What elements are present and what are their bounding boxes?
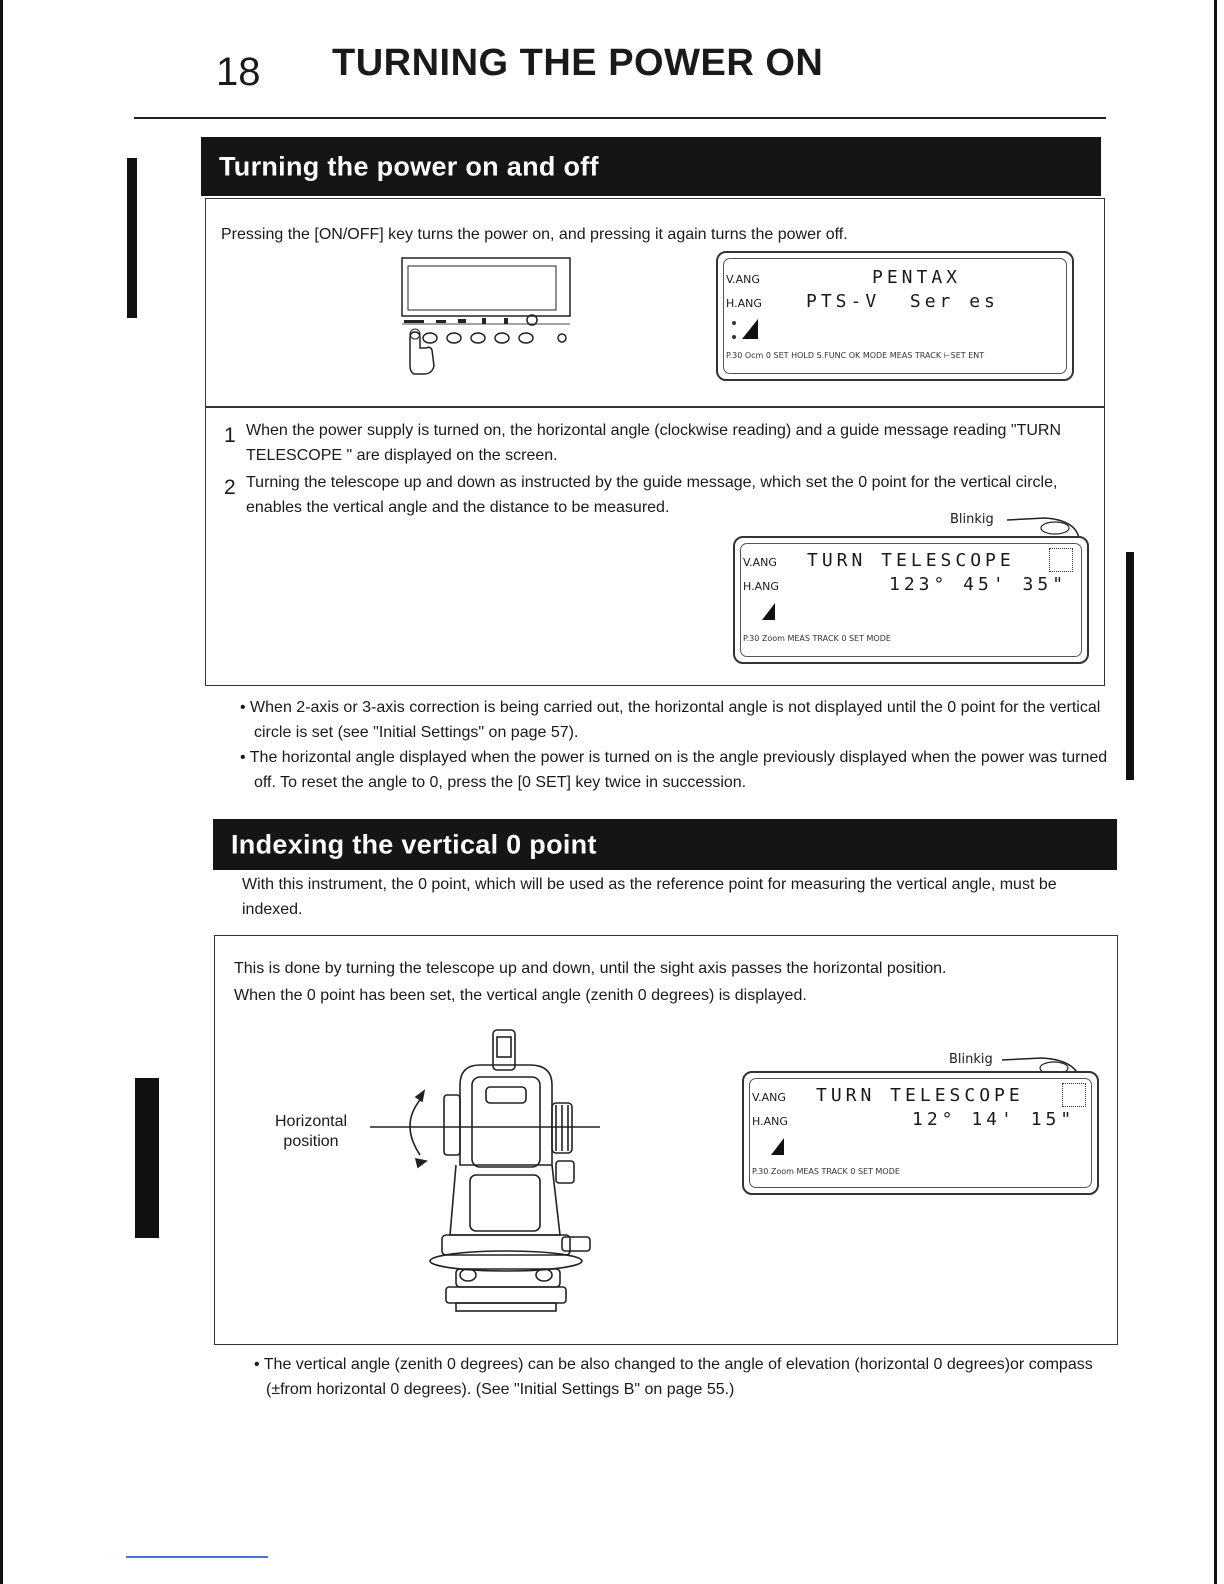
indexing-box-text-2: When the 0 point has been set, the vertical angle (zenith 0 degrees) is displayed. (234, 987, 807, 1004)
battery-level-icon (759, 600, 779, 622)
lcd-guide-message: TURN TELESCOPE (807, 550, 1015, 571)
indexing-box-text-1: This is done by turning the telescope up and down, until the sight axis passes the horizontal position. (234, 960, 947, 977)
lcd-angle-value: 123° 45' 35" (889, 574, 1068, 595)
lcd-softkey-menu: P.30 Zoom MEAS TRACK 0 SET MODE (752, 1167, 900, 1176)
lcd-display-turn-telescope (733, 536, 1089, 664)
step-number: 2 (224, 476, 236, 499)
footer-link-underline (126, 1556, 268, 1558)
keypad-illustration (396, 256, 586, 386)
note-item: • When 2-axis or 3-axis correction is being carried out, the horizontal angle is not displayed until the 0 point for the vertical circle is set (see "Initial Settings" on page 57). (240, 699, 1101, 741)
blink-label: Blinkig (950, 512, 994, 527)
battery-level-icon (728, 315, 764, 341)
section-title: Indexing the vertical 0 point (231, 829, 597, 859)
section-banner-power (201, 137, 1101, 196)
blinking-indicator-icon (1062, 1083, 1086, 1107)
lcd-label-v-ang: V.ANG (752, 1091, 786, 1104)
page-number: 18 (216, 50, 261, 94)
lcd-label-v-ang: V.ANG (743, 556, 777, 569)
figure-label-horizontal-position: Horizontal position (274, 1113, 348, 1150)
note-text: The vertical angle (zenith 0 degrees) can be also changed to the angle of elevation (horizontal 0 degrees)or compass (±from horizontal 0 degrees). (See "Initial Settings B" on page 55.) (263, 1356, 1093, 1398)
lcd-guide-message: TURN TELESCOPE (816, 1085, 1024, 1106)
lcd-model-text: PTS-V Ser es (806, 291, 999, 312)
lcd-label-v-ang: V.ANG (726, 273, 760, 286)
margin-bar-top (127, 158, 137, 318)
step-number: 1 (224, 424, 236, 447)
lcd-angle-value: 12° 14' 15" (912, 1109, 1076, 1130)
power-intro-text: Pressing the [ON/OFF] key turns the power on, and pressing it again turns the power off. (221, 226, 848, 243)
lcd-label-h-ang: H.ANG (752, 1115, 788, 1128)
lcd-label-h-ang: H.ANG (726, 297, 762, 310)
note-text: The horizontal angle displayed when the power is turned on is the angle previously displayed when the power was turned off. To reset the angle to 0, press the [0 SET] key twice in succession. (249, 749, 1108, 791)
indexing-intro-text: With this instrument, the 0 point, which will be used as the reference point for measuring the vertical angle, must be indexed. (242, 876, 1057, 918)
note-item: • The vertical angle (zenith 0 degrees) can be also changed to the angle of elevation (horizontal 0 degrees)or compass (±from horizontal 0 degrees). (See "Initial Settings B" on page 55.) (254, 1356, 1093, 1398)
battery-level-icon (768, 1135, 788, 1157)
margin-bar-bottom (135, 1078, 159, 1238)
lcd-label-h-ang: H.ANG (743, 580, 779, 593)
scan-edge-left (0, 0, 3, 1584)
header-rule (134, 117, 1106, 119)
blink-label: Blinkig (949, 1052, 993, 1067)
margin-bar-right (1126, 552, 1134, 780)
lcd-softkey-menu: P.30 Zoom MEAS TRACK 0 SET MODE (743, 634, 891, 643)
blinking-indicator-icon (1049, 548, 1073, 572)
section-title: Turning the power on and off (219, 151, 599, 181)
step-text: When the power supply is turned on, the horizontal angle (clockwise reading) and a guide message reading "TURN TELESCOPE " are displayed on the screen. (246, 422, 1062, 464)
lcd-display-startup (716, 251, 1074, 381)
section-banner-indexing (213, 819, 1117, 870)
note-text: When 2-axis or 3-axis correction is being carried out, the horizontal angle is not displayed until the 0 point for the vertical circle is set (see "Initial Settings" on page 57). (250, 699, 1101, 741)
scan-edge-right (1214, 0, 1217, 1584)
surveying-instrument-illustration (360, 1025, 610, 1315)
lcd-brand-text: PENTAX (872, 267, 962, 288)
chapter-title: TURNING THE POWER ON (332, 42, 824, 84)
lcd-display-zenith (742, 1071, 1099, 1195)
step-text: Turning the telescope up and down as instructed by the guide message, which set the 0 point for the vertical circle, enables the vertical angle and the distance to be measured. (246, 474, 1058, 516)
box-divider (205, 406, 1105, 408)
lcd-softkey-menu: P.30 Ocm 0 SET HOLD S.FUNC OK MODE MEAS TRACK ⊢SET ENT (726, 351, 985, 360)
note-item: • The horizontal angle displayed when the power is turned on is the angle previously displayed when the power was turned off. To reset the angle to 0, press the [0 SET] key twice in succession. (240, 749, 1108, 791)
